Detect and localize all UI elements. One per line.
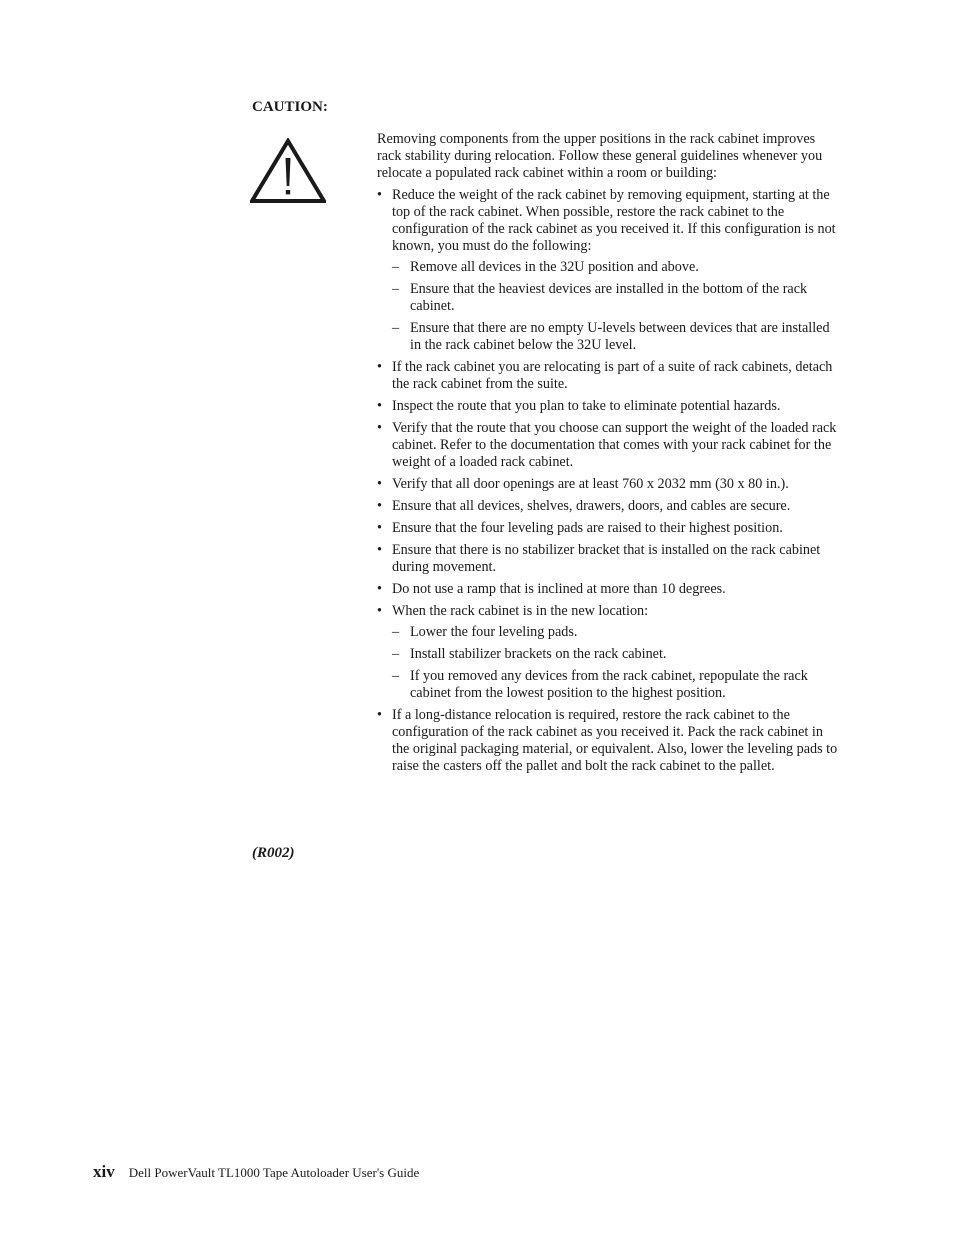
bullet-marker: • bbox=[377, 707, 382, 723]
guideline-text: When the rack cabinet is in the new location: bbox=[392, 603, 649, 619]
guideline-item bbox=[377, 420, 843, 471]
sub-guideline-item bbox=[392, 624, 843, 641]
sub-guideline-list bbox=[392, 259, 843, 354]
bullet-marker: • bbox=[377, 520, 382, 536]
sub-guideline-text: Lower the four leveling pads. bbox=[410, 624, 578, 640]
guideline-item bbox=[377, 520, 843, 537]
guideline-text: If the rack cabinet you are relocating is part of a suite of rack cabinets, detach the rack cabinet from the suite. bbox=[392, 359, 833, 392]
reference-code: (R002) bbox=[252, 845, 295, 861]
sub-guideline-item bbox=[392, 281, 843, 315]
guideline-item bbox=[377, 476, 843, 493]
bullet-marker: • bbox=[377, 498, 382, 514]
page-footer bbox=[93, 1162, 419, 1182]
guideline-item bbox=[377, 542, 843, 576]
sub-guideline-item bbox=[392, 320, 843, 354]
guideline-list bbox=[377, 187, 843, 775]
guideline-item bbox=[377, 398, 843, 415]
bullet-marker: • bbox=[377, 581, 382, 597]
bullet-marker: • bbox=[377, 187, 382, 203]
bullet-marker: • bbox=[377, 542, 382, 558]
guideline-item bbox=[377, 359, 843, 393]
sub-guideline-text: Remove all devices in the 32U position and above. bbox=[410, 259, 699, 275]
guideline-text: Reduce the weight of the rack cabinet by removing equipment, starting at the top of the rack cabinet. When possible, restore the rack cabinet to the configuration of the rack cabinet as you received it. If this configuration is not known, you must do the following: bbox=[392, 187, 836, 254]
dash-marker: – bbox=[392, 259, 400, 275]
warning-triangle-icon bbox=[250, 138, 326, 204]
page-number: xiv bbox=[93, 1162, 115, 1181]
guideline-text: Verify that the route that you choose can support the weight of the loaded rack cabinet. Refer to the documentation that comes with your rack cabinet for the weight of a loaded rack cabinet. bbox=[392, 420, 837, 470]
sub-guideline-item bbox=[392, 259, 843, 276]
sub-guideline-text: Ensure that there are no empty U-levels between devices that are installed in the rack cabinet below the 32U level. bbox=[410, 320, 830, 353]
guideline-item bbox=[377, 707, 843, 775]
dash-marker: – bbox=[392, 281, 400, 297]
guideline-text: Ensure that all devices, shelves, drawers, doors, and cables are secure. bbox=[392, 498, 791, 514]
guideline-item bbox=[377, 603, 843, 702]
guideline-item bbox=[377, 187, 843, 354]
dash-marker: – bbox=[392, 624, 400, 640]
bullet-marker: • bbox=[377, 359, 382, 375]
guideline-text: Ensure that the four leveling pads are raised to their highest position. bbox=[392, 520, 783, 536]
sub-guideline-item bbox=[392, 668, 843, 702]
caution-intro: Removing components from the upper positions in the rack cabinet improves rack stability during relocation. Follow these general guidelines whenever you relocate a populated rack cabinet within a room or building: bbox=[377, 131, 823, 181]
guideline-text: Verify that all door openings are at least 760 x 2032 mm (30 x 80 in.). bbox=[392, 476, 789, 492]
caution-heading: CAUTION: bbox=[252, 99, 328, 115]
bullet-marker: • bbox=[377, 420, 382, 436]
sub-guideline-item bbox=[392, 646, 843, 663]
bullet-marker: • bbox=[377, 398, 382, 414]
guideline-text: Do not use a ramp that is inclined at more than 10 degrees. bbox=[392, 581, 726, 597]
sub-guideline-list bbox=[392, 624, 843, 702]
guideline-text: If a long-distance relocation is required, restore the rack cabinet to the configuration of the rack cabinet as you received it. Pack the rack cabinet in the original packaging material, or equivalent. Also, lower the leveling pads to raise the casters off the pallet and bolt the rack cabinet to the pallet. bbox=[392, 707, 838, 774]
bullet-marker: • bbox=[377, 603, 382, 619]
guideline-item bbox=[377, 498, 843, 515]
sub-guideline-text: Install stabilizer brackets on the rack cabinet. bbox=[410, 646, 667, 662]
caution-content bbox=[377, 131, 843, 780]
sub-guideline-text: Ensure that the heaviest devices are installed in the bottom of the rack cabinet. bbox=[410, 281, 808, 314]
dash-marker: – bbox=[392, 646, 400, 662]
dash-marker: – bbox=[392, 320, 400, 336]
guideline-text: Ensure that there is no stabilizer bracket that is installed on the rack cabinet during movement. bbox=[392, 542, 821, 575]
guideline-text: Inspect the route that you plan to take to eliminate potential hazards. bbox=[392, 398, 781, 414]
guideline-item bbox=[377, 581, 843, 598]
sub-guideline-text: If you removed any devices from the rack cabinet, repopulate the rack cabinet from the lowest position to the highest position. bbox=[410, 668, 808, 701]
book-title: Dell PowerVault TL1000 Tape Autoloader User's Guide bbox=[128, 1165, 420, 1180]
bullet-marker: • bbox=[377, 476, 382, 492]
dash-marker: – bbox=[392, 668, 400, 684]
